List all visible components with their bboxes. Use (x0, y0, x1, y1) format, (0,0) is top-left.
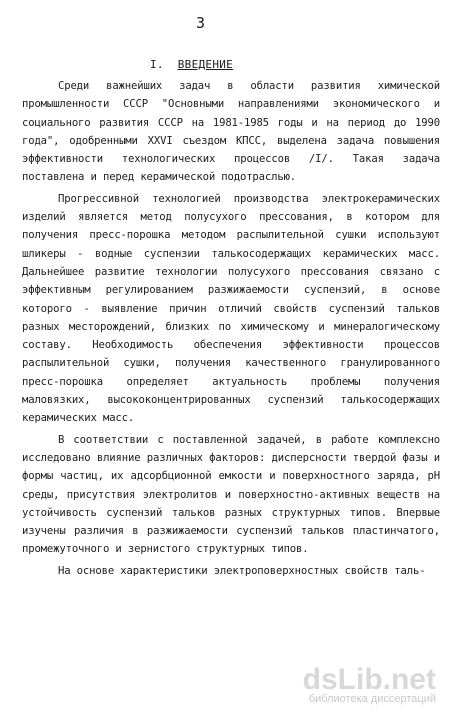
paragraph (22, 190, 440, 428)
watermark (303, 665, 436, 705)
section-heading (150, 58, 233, 71)
page-number: 3 (196, 14, 206, 32)
paragraph (22, 77, 440, 187)
paragraph-text: На основе характеристики электроповерхностных свойств таль- (58, 564, 426, 577)
section-number: I. (150, 58, 164, 71)
body-text (22, 77, 440, 580)
paragraph-text: В соответствии с поставленной задачей, в работе комплексно исследовано влияние различных факторов: дисперсности твердой фазы и формы частиц, их адсорбционной емкости и поверхностного заряда, pH среды, присутствия электролитов и поверхностно-активных веществ на устойчивость суспензий тальков разных структурных типов. Впервые изучены различия в разжижаемости суспензий тальков пластинчатого, промежуточного и зернистого структурных типов. (22, 433, 440, 556)
paragraph (22, 562, 440, 580)
paragraph (22, 431, 440, 559)
watermark-logo: dsLib.net (302, 663, 436, 696)
section-title: ВВЕДЕНИЕ (177, 58, 234, 71)
paragraph-text: Прогрессивной технологией производства электрокерамических изделий является метод полусухого прессования, в котором для получения пресс-порошка методом распылительной сушки используют шликеры - водные суспензии талькосодержащих керамических масс. Дальнейшее развитие технологии полусухого прессования связано с эффективным регулированием разжижаемости суспензий, в основе которого - выявление причин отличий свойств суспензий тальков разных месторождений, близких по химическому и минералогическому составу. Необходимость обеспечения эффективности процессов распылительной сушки, получения качественного гранулированного пресс-порошка определяет актуальность проблемы получения маловязких, высококонцентрированных суспензий талькосодержащих керамических масс. (22, 192, 440, 425)
paragraph-text: Среди важнейших задач в области развития химической промышленности СССР "Основными направлениями экономического и социального развития СССР на 1981-1985 годы и на период до 1990 года", одобренными XXVI съездом КПСС, выделена задача повышения эффективности технологических процессов /I/. Такая задача поставлена и перед керамической подотраслью. (22, 80, 440, 184)
watermark-subtitle: библиотека диссертаций (308, 693, 436, 705)
